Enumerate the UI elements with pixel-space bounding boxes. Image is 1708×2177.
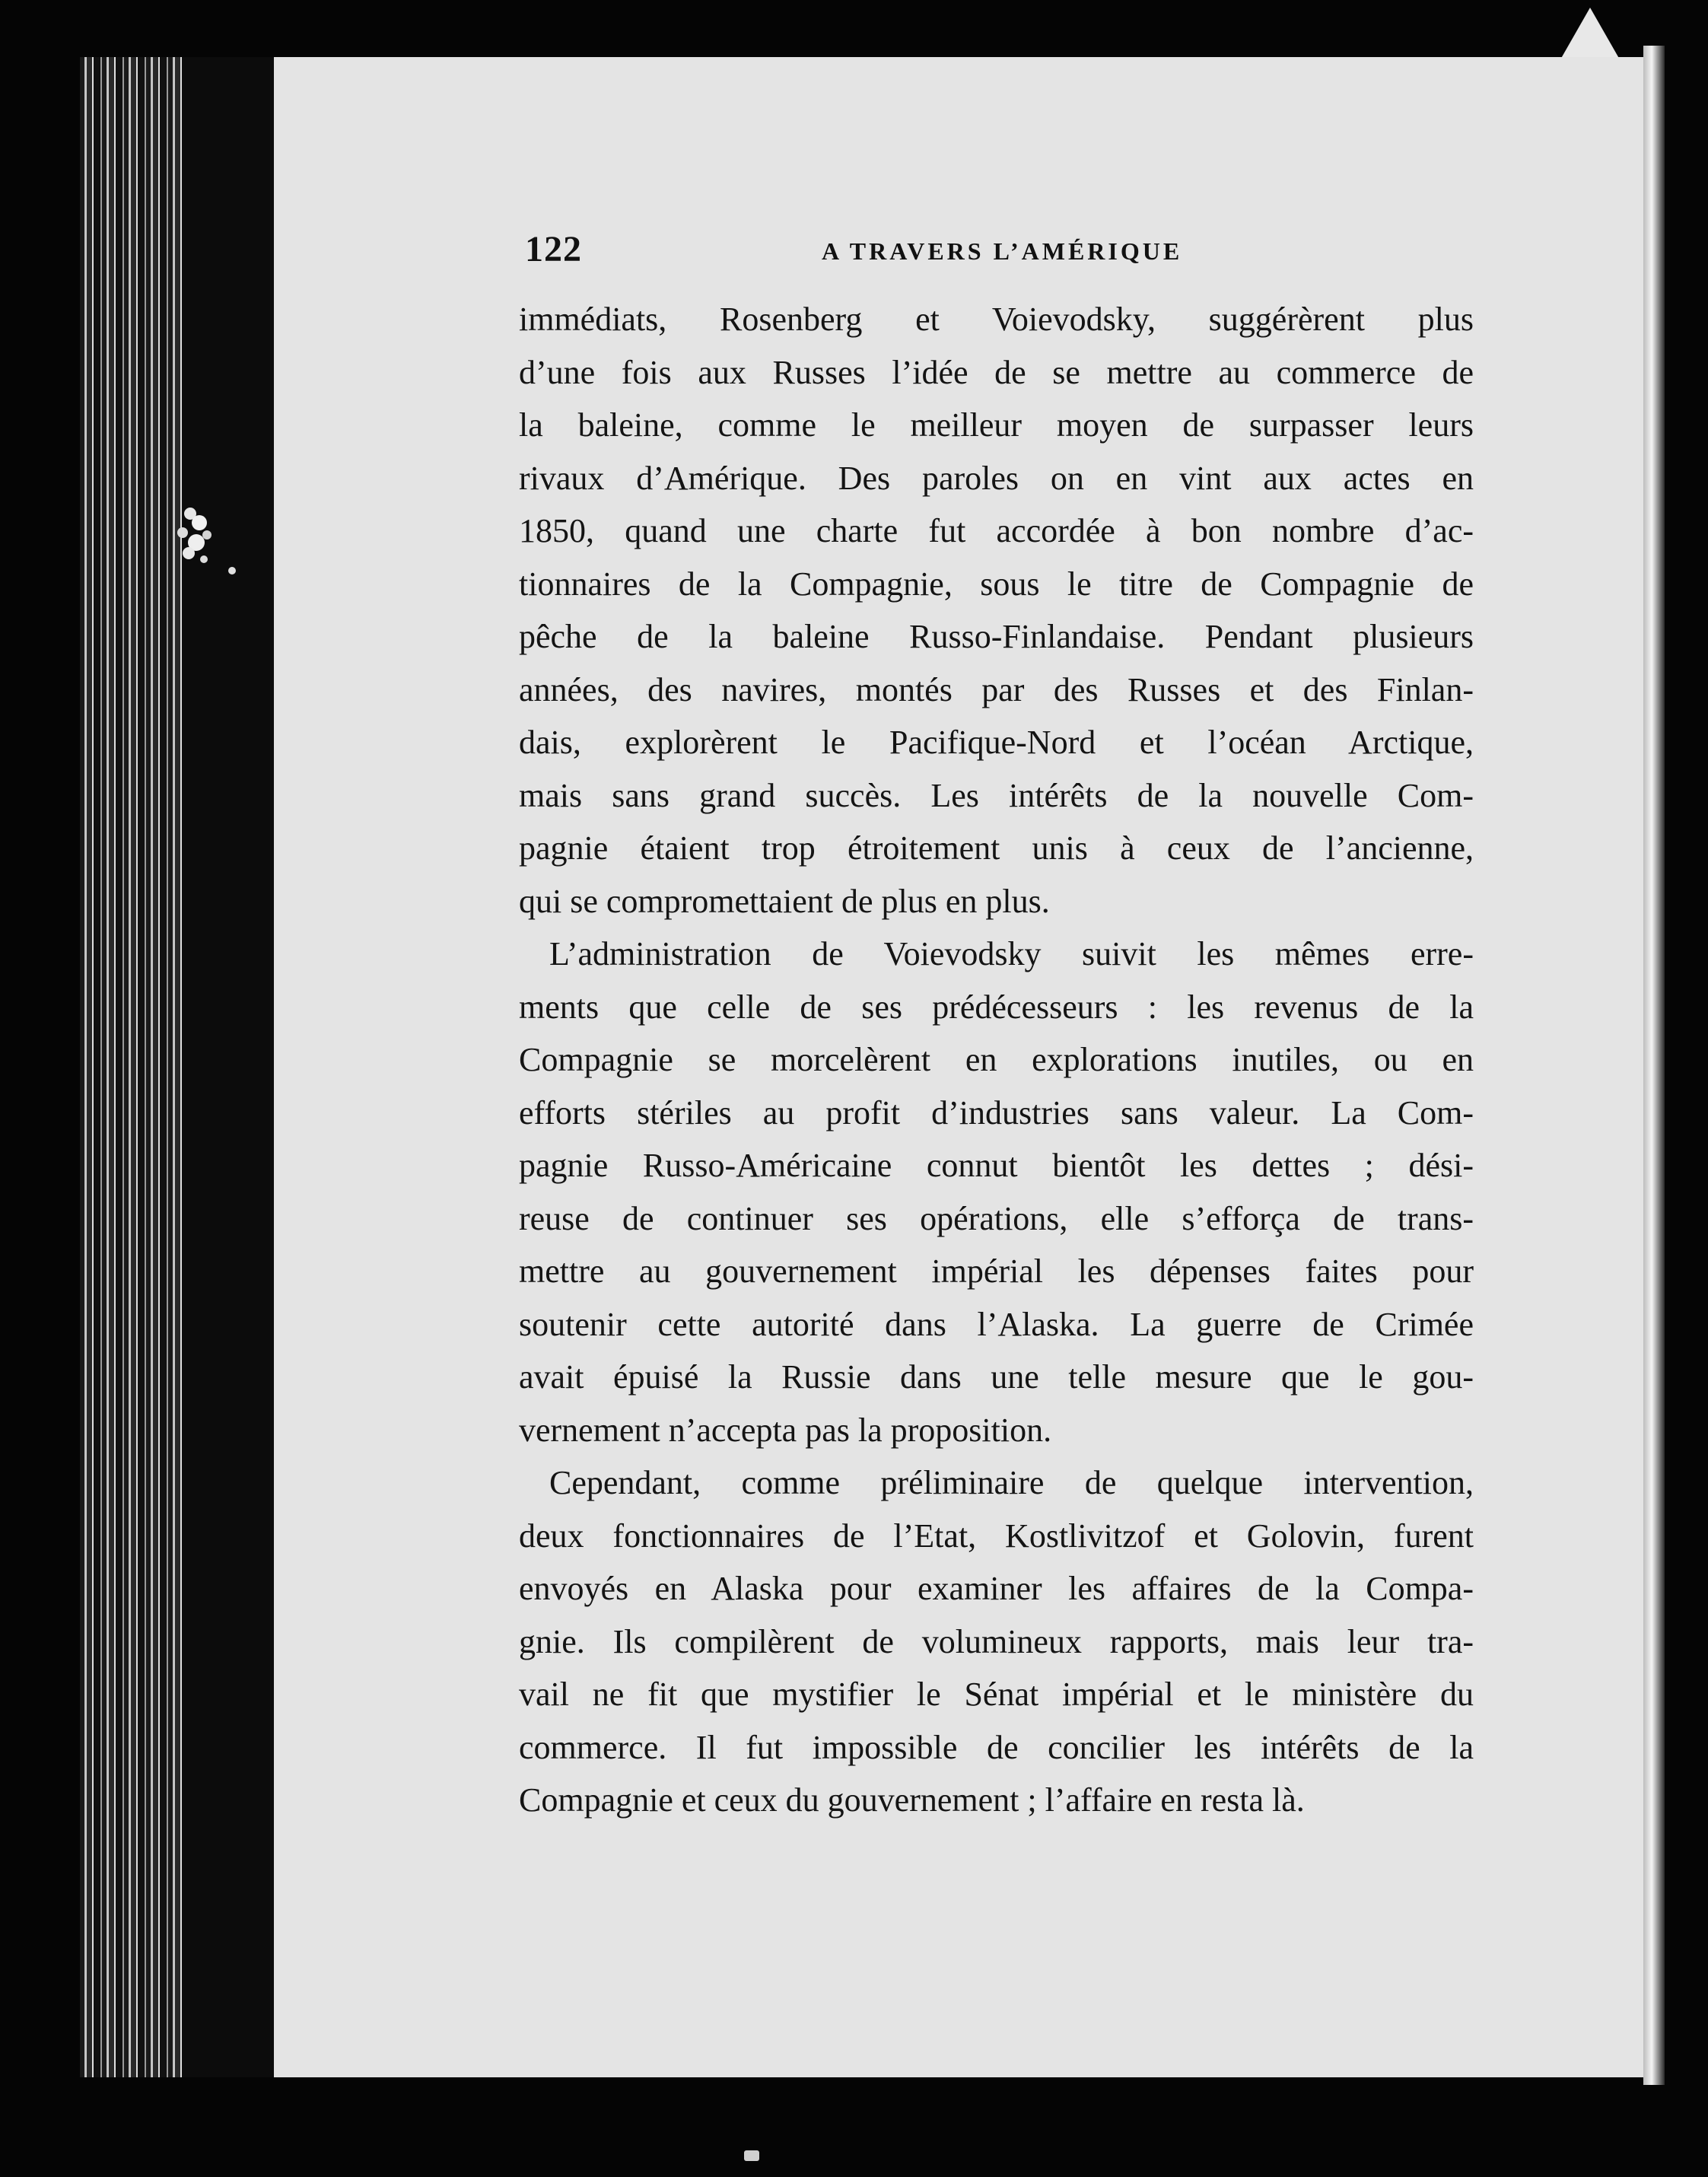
text-line: rivaux d’Amérique. Des paroles on en vint aux actes en	[519, 459, 1474, 497]
text-line: envoyés en Alaska pour examiner les affaires de la Compa-	[519, 1570, 1474, 1607]
text-line: Compagnie se morcelèrent en explorations inutiles, ou en	[519, 1041, 1474, 1078]
text-line: commerce. Il fut impossible de concilier les intérêts de la	[519, 1728, 1474, 1766]
text-line: dais, explorèrent le Pacifique-Nord et l’océan Arctique,	[519, 724, 1474, 761]
text-line: vail ne fit que mystifier le Sénat impérial et le ministère du	[519, 1676, 1474, 1713]
spine-specks	[160, 498, 243, 590]
text-line: avait épuisé la Russie dans une telle mesure que le gou-	[519, 1358, 1474, 1396]
text-line: efforts stériles au profit d’industries sans valeur. La Com-	[519, 1093, 1474, 1131]
text-line: pagnie Russo-Américaine connut bientôt les dettes ; dési-	[519, 1147, 1474, 1184]
running-title: A TRAVERS L’AMÉRIQUE	[822, 237, 1183, 265]
text-line: la baleine, comme le meilleur moyen de surpasser leurs	[519, 406, 1474, 444]
page-right-edge	[1643, 46, 1665, 2085]
text-line: vernement n’accepta pas la proposition.	[519, 1411, 1052, 1449]
paragraph	[519, 1456, 1474, 1827]
text-line: deux fonctionnaires de l’Etat, Kostlivitzof et Golovin, furent	[519, 1517, 1474, 1555]
page-number: 122	[525, 229, 582, 269]
text-line: Cependant, comme préliminaire de quelque intervention,	[549, 1464, 1474, 1501]
paragraph	[519, 293, 1474, 928]
text-line: reuse de continuer ses opérations, elle s’efforça de trans-	[519, 1199, 1474, 1237]
text-line: tionnaires de la Compagnie, sous le titre de Compagnie de	[519, 565, 1474, 603]
text-line: gnie. Ils compilèrent de volumineux rapports, mais leur tra-	[519, 1622, 1474, 1660]
text-line: mais sans grand succès. Les intérêts de la nouvelle Com-	[519, 776, 1474, 814]
scan-corner-mark	[1560, 8, 1621, 61]
scan-speck	[744, 2150, 759, 2161]
text-line: soutenir cette autorité dans l’Alaska. La guerre de Crimée	[519, 1305, 1474, 1343]
body-text	[519, 293, 1474, 1827]
text-line: ments que celle de ses prédécesseurs : les revenus de la	[519, 988, 1474, 1026]
running-head	[525, 228, 1468, 274]
text-line: d’une fois aux Russes l’idée de se mettre au commerce de	[519, 353, 1474, 391]
text-line: 1850, quand une charte fut accordée à bon nombre d’ac-	[519, 512, 1474, 549]
text-line: pagnie étaient trop étroitement unis à ceux de l’ancienne,	[519, 829, 1474, 867]
text-line: L’administration de Voievodsky suivit les mêmes erre-	[549, 935, 1474, 972]
paragraph	[519, 928, 1474, 1456]
book-spine-shadow	[183, 57, 274, 2077]
text-line: pêche de la baleine Russo-Finlandaise. Pendant plusieurs	[519, 618, 1474, 655]
text-line: immédiats, Rosenberg et Voievodsky, suggérèrent plus	[519, 301, 1474, 338]
text-line: Compagnie et ceux du gouvernement ; l’affaire en resta là.	[519, 1781, 1305, 1819]
text-line: mettre au gouvernement impérial les dépenses faites pour	[519, 1252, 1474, 1290]
text-line: années, des navires, montés par des Russes et des Finlan-	[519, 670, 1474, 708]
text-line: qui se compromettaient de plus en plus.	[519, 882, 1050, 920]
